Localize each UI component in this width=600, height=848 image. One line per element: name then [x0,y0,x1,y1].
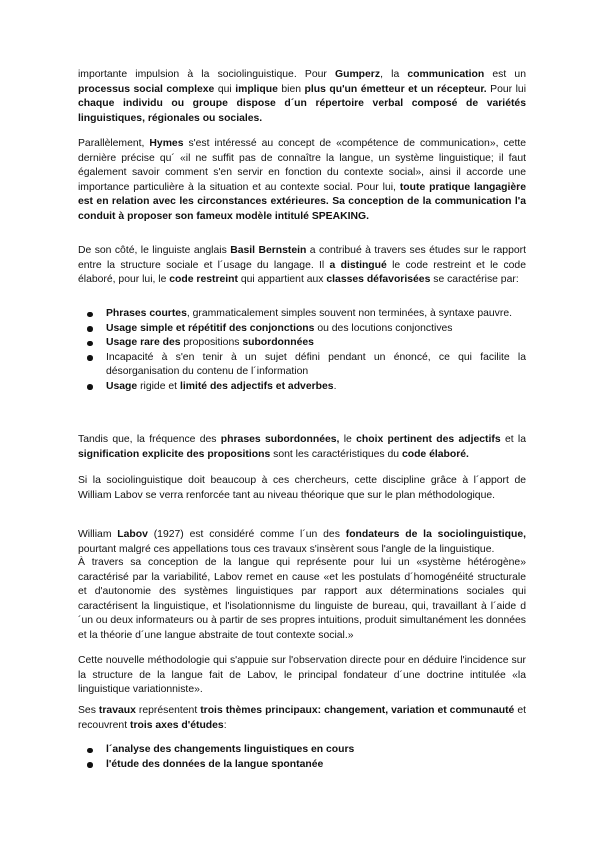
bold-run: Labov [117,529,148,540]
text-run: pourtant malgré ces appellations tous ces travaux s'insèrent sous l'angle de la linguistique. [78,543,495,555]
bold-run: phrases subordonnées, [220,434,340,445]
paragraph-labov-intro [78,528,526,557]
paragraph-text [78,705,526,731]
text-run: , la [380,69,408,80]
bold-run: code élaboré. [401,448,469,460]
text-run: ou des locutions conjonctives [314,322,453,334]
bold-run: Usage rare des [106,337,181,349]
text-run: est un [484,69,526,80]
text-run: Si la sociolinguistique doit beaucoup à ces chercheurs, cette discipline grâce à l´apport de William Labov se verra renforcée tant au niveau théorique que sur le plan méthodologique. [78,475,526,501]
text-run: William [78,529,118,540]
text-run: (1927) est considéré comme l´un des [147,529,346,540]
paragraph-code-elabore [78,433,526,462]
text-run: se caractérise par: [430,274,519,286]
text-run: Ses [78,705,99,716]
list-item [78,336,526,351]
bold-run: communication [407,69,485,80]
paragraph-text [78,557,526,641]
list-item [78,743,526,758]
text-run: représentent [135,705,201,716]
bold-run: signification explicite des propositions [78,448,271,460]
text-run: propositions [180,337,243,349]
text-run: et recouvrent [78,705,526,731]
text-run: sont les caractéristiques du [270,448,402,460]
list-code-restreint [78,307,526,395]
bold-run: travaux [98,705,136,716]
bold-run: l´analyse des changements linguistiques en cours [106,744,355,755]
paragraph-labov-conception [78,556,526,644]
bold-run: fondateurs de la sociolinguistique, [345,529,526,540]
bold-run: code restreint [169,274,238,286]
bold-run: limité des adjectifs et adverbes [179,380,334,392]
bold-run: toute pratique langagière est en relation avec les circonstances extérieures. Sa conception de la communication l'a conduit à proposer son fameux modèle intitulé SPEAKING. [78,181,526,222]
bold-run: Hymes [149,138,184,149]
list-item [78,380,526,395]
text-run: rigide et [137,380,180,392]
bold-run: trois axes d'études [129,719,224,731]
paragraph-transition-labov [78,474,526,503]
text-run: Pour lui [486,83,526,95]
bold-run: Usage [106,380,138,392]
paragraph-travaux [78,704,526,733]
text-run: Incapacité à s'en tenir à un sujet défini pendant un énoncé, ce qui facilite la désorganisation du contenu de l´information [106,351,526,378]
bold-run: implique [235,83,278,95]
bold-run: trois thèmes principaux: changement, variation et communauté [200,705,515,716]
text-run: le [339,434,357,445]
paragraph-text [78,245,526,285]
paragraph-text [78,138,526,222]
paragraph-text [78,655,526,695]
text-run: et la [500,434,527,445]
text-run: qui appartient aux [237,274,327,286]
bold-run: classes défavorisées [326,274,431,286]
bold-run: l'étude des données de la langue spontanée [106,758,324,770]
text-run: bien [277,83,305,95]
paragraph-text [78,529,526,555]
bold-run: Phrases courtes [106,308,187,319]
paragraph-gumperz [78,68,526,126]
paragraph-bernstein [78,244,526,288]
bold-run: plus qu'un émetteur et un récepteur. [304,83,487,95]
text-run: Tandis que, la fréquence des [78,434,221,445]
bold-run: subordonnées [242,337,314,349]
text-run: importante impulsion à la sociolinguistique. Pour [78,69,336,80]
text-run: À travers sa conception de la langue qui représente pour lui un «système hétérogène» caractérisé par la variabilité, Labov remet en cause «et les postulats d´homogénéité structurale et d'autonomie des systèmes linguistiques par rapport aux déterminations sociales qui caractérisent la linguistique, et l'isolationnisme du linguiste de bureau, qui, travaillant à l´aide d´un ou deux informateurs ou à partir de ses propres intuitions, produit simultanément les données et la théorie d´une langue abstraite de tout contexte social.» [78,557,526,641]
bold-run: Usage simple et répétitif des conjonctions [106,322,315,334]
bold-run: a distingué [329,259,387,271]
text-run: : [223,719,227,731]
bold-run: processus social complexe [78,83,215,95]
list-item [78,758,526,773]
bold-run: chaque individu ou groupe dispose d´un répertoire verbal composé de variétés linguistiques, régionales ou sociales. [78,98,526,124]
text-run: qui [214,83,236,95]
list-item [78,322,526,337]
paragraph-text [78,434,526,460]
bold-run: Gumperz [335,69,381,80]
bold-run: Basil Bernstein [230,245,307,256]
paragraph-text [78,475,526,501]
paragraph-hymes [78,137,526,225]
list-item [78,307,526,322]
bold-run: choix pertinent des adjectifs [356,434,501,445]
text-run: Cette nouvelle méthodologie qui s'appuie sur l'observation directe pour en déduire l'incidence sur la structure de la langue fait de Labov, le principal fondateur d´une doctrine intitulée «la linguistique variationniste». [78,655,526,696]
list-axes-etudes [78,743,526,772]
text-run: le code restreint et le code élaboré, pour lui, le [78,259,526,286]
paragraph-methodologie [78,654,526,698]
text-run: . [333,380,337,392]
list-item [78,351,526,380]
text-run: , grammaticalement simples souvent non terminées, à syntaxe pauvre. [186,308,513,319]
text-run: De son côté, le linguiste anglais [78,245,231,256]
text-run: Parallèlement, [78,138,150,149]
text-run: s'est intéressé au concept de «compétence de communication», cette dernière précise qu´ «il ne suffit pas de connaître la langue, un système linguistique; il faut également savoir comment s'en servir en fonction du contexte social», ainsi il accorde une importance particulière à la situation et au contexte social. Pour lui, [78,138,527,193]
text-run: a contribué à travers ses études sur le rapport entre la structure sociale et l´usage du langage. Il [78,245,526,271]
paragraph-text [78,69,526,124]
